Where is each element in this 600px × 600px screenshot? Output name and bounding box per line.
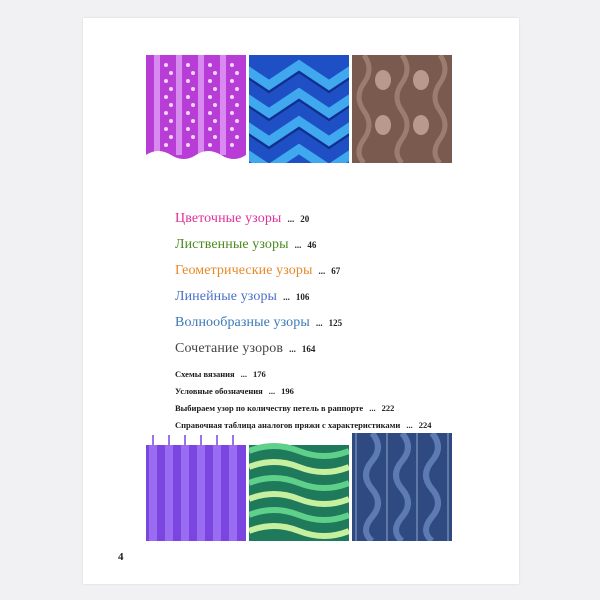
toc-appendix-entry[interactable] [175, 417, 431, 434]
toc-title: Цветочные узоры [175, 211, 282, 226]
toc-entry-geometric[interactable] [175, 260, 509, 286]
toc-title: Линейные узоры [175, 289, 278, 304]
toc-separator: ... [318, 266, 326, 276]
toc-page: 46 [307, 240, 317, 250]
table-of-contents [175, 208, 509, 430]
toc-appendix-entry[interactable] [175, 366, 431, 383]
toc-separator: ... [294, 240, 302, 250]
toc-separator: ... [287, 214, 295, 224]
toc-title: Геометрические узоры [175, 263, 313, 278]
toc-page: 164 [301, 344, 316, 354]
denim-cable-swatch [352, 433, 452, 541]
toc-separator: ... [289, 344, 296, 354]
top-swatch-row [146, 55, 452, 163]
toc-separator: ... [315, 318, 323, 328]
toc-page: 67 [331, 266, 341, 276]
toc-page: 106 [295, 292, 310, 302]
toc-entry-linear[interactable] [175, 286, 509, 312]
toc-appendix-entry[interactable] [175, 383, 431, 400]
toc-entry-wave[interactable] [175, 312, 509, 338]
toc-page: 125 [328, 318, 343, 328]
toc-separator: ... [283, 292, 290, 302]
toc-title: Выбираем узор по количеству петель в раппорте [175, 403, 364, 413]
violet-rib-swatch [146, 433, 246, 541]
toc-title: Справочная таблица аналогов пряжи с характеристиками [175, 420, 401, 430]
toc-separator: ... [406, 420, 413, 430]
toc-main-list [175, 208, 509, 364]
toc-entry-floral[interactable] [175, 208, 509, 234]
toc-page: 176 [253, 369, 266, 379]
toc-separator: ... [268, 386, 276, 396]
blue-basketweave-swatch [249, 55, 349, 163]
toc-title: Сочетание узоров [175, 341, 284, 356]
green-wave-swatch [249, 433, 349, 541]
toc-entry-leaf[interactable] [175, 234, 509, 260]
toc-page: 196 [281, 386, 294, 396]
toc-page: 20 [300, 214, 310, 224]
brown-cable-swatch [352, 55, 452, 163]
toc-separator: ... [369, 403, 376, 413]
page-number: 4 [118, 551, 124, 563]
toc-page: 224 [418, 420, 432, 430]
toc-title: Лиственные узоры [175, 237, 289, 252]
toc-appendix-entry[interactable] [175, 400, 431, 417]
toc-entry-combo[interactable] [175, 338, 509, 364]
toc-title: Волнообразные узоры [175, 315, 310, 330]
toc-appendix-list [175, 366, 431, 434]
bottom-swatch-row [146, 433, 452, 541]
purple-lace-swatch [146, 55, 246, 163]
toc-page: 222 [381, 403, 395, 413]
toc-separator: ... [240, 369, 248, 379]
toc-title: Условные обозначения [175, 386, 263, 396]
book-page [83, 18, 519, 584]
toc-title: Схемы вязания [175, 369, 235, 379]
